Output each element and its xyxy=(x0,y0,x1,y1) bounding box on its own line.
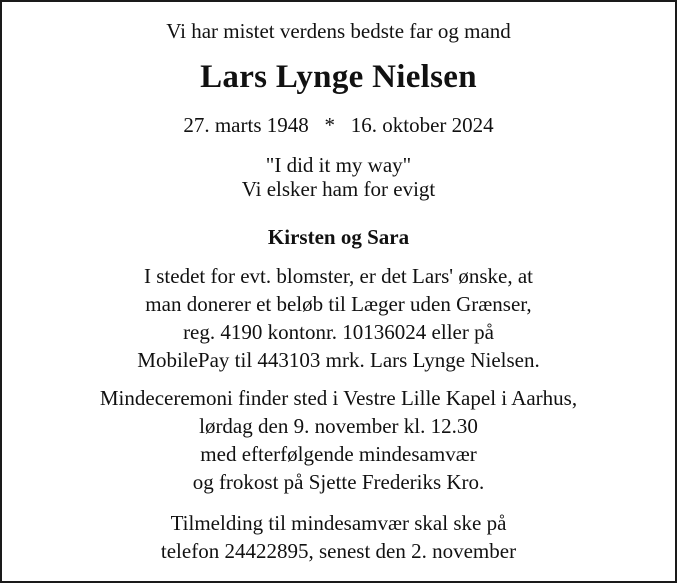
death-date: 16. oktober 2024 xyxy=(350,113,494,137)
deceased-name: Lars Lynge Nielsen xyxy=(200,59,477,95)
ceremony-line: og frokost på Sjette Frederiks Kro. xyxy=(192,470,485,494)
registration-line: Tilmelding til mindesamvær skal ske på xyxy=(170,511,507,535)
donation-line: reg. 4190 kontonr. 10136024 eller på xyxy=(183,320,494,344)
registration-line: telefon 24422895, senest den 2. november xyxy=(160,539,517,563)
ceremony-line: med efterfølgende mindesamvær xyxy=(200,442,477,466)
donation-line: I stedet for evt. blomster, er det Lars' ønske, at xyxy=(144,264,533,288)
donation-line: MobilePay til 443103 mrk. Lars Lynge Nielsen. xyxy=(137,348,540,372)
donation-line: man donerer et beløb til Læger uden Grænser, xyxy=(145,292,532,316)
love-line: Vi elsker ham for evigt xyxy=(241,177,436,201)
ceremony-line: Mindeceremoni finder sted i Vestre Lille Kapel i Aarhus, xyxy=(99,386,578,410)
family-signature: Kirsten og Sara xyxy=(267,225,410,249)
headline: Vi har mistet verdens bedste far og mand xyxy=(166,19,511,43)
life-dates xyxy=(2,113,675,137)
ceremony-line: lørdag den 9. november kl. 12.30 xyxy=(199,414,478,438)
birth-date: 27. marts 1948 xyxy=(183,113,309,137)
quote: "I did it my way" xyxy=(265,153,412,177)
date-separator: * xyxy=(324,113,335,137)
